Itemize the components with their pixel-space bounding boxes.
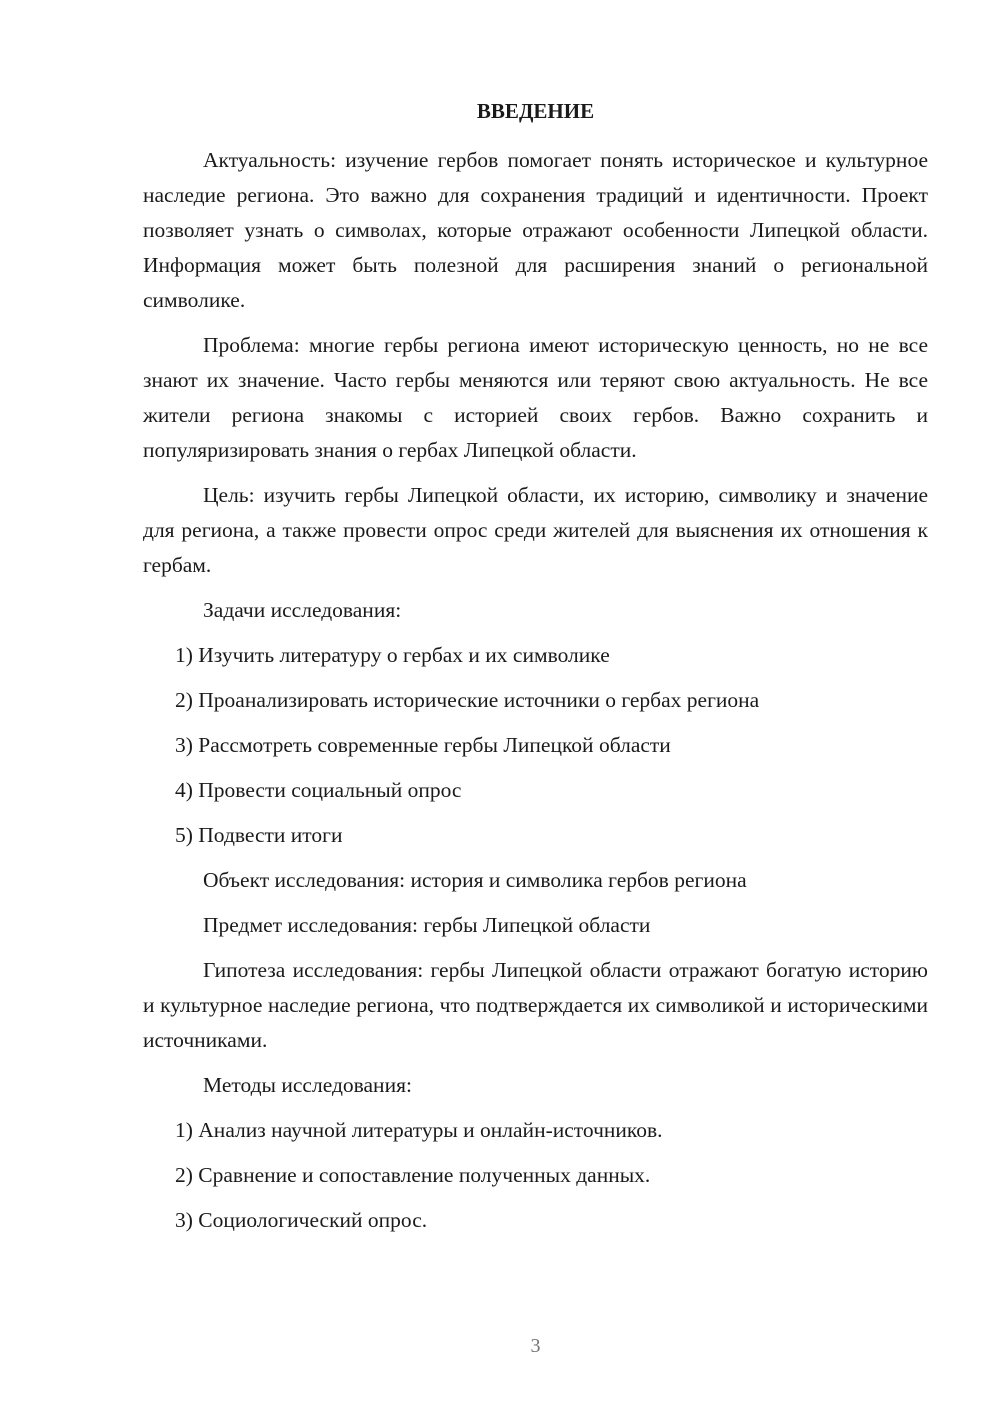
page-title: ВВЕДЕНИЕ	[476, 99, 595, 123]
task-item-5: 5) Подвести итоги	[175, 823, 343, 847]
method-item-2: 2) Сравнение и сопоставление полученных данных.	[175, 1163, 651, 1187]
task-item-2: 2) Проанализировать исторические источники о гербах региона	[175, 688, 760, 712]
task-item-4: 4) Провести социальный опрос	[175, 778, 462, 802]
research-subject: Предмет исследования: гербы Липецкой области	[203, 913, 651, 937]
relevance-paragraph: Актуальность: изучение гербов помогает понять историческое и культурное наследие региона. Это важно для сохранения традиций и идентичности. Проект позволяет узнать о символах, которые отражают особенности Липецкой области. Информация может быть полезной для расширения знаний о региональной символике.	[143, 148, 928, 312]
document-page	[143, 0, 928, 1414]
page-number: 3	[530, 1335, 541, 1357]
research-object: Объект исследования: история и символика гербов региона	[203, 868, 747, 892]
problem-paragraph: Проблема: многие гербы региона имеют историческую ценность, но не все знают их значение. Часто гербы меняются или теряют свою актуальность. Не все жители региона знакомы с историей своих гербов. Важно сохранить и популяризировать знания о гербах Липецкой области.	[143, 333, 928, 462]
method-item-3: 3) Социологический опрос.	[175, 1208, 428, 1232]
hypothesis-paragraph: Гипотеза исследования: гербы Липецкой области отражают богатую историю и культурное наследие региона, что подтверждается их символикой и историческими источниками.	[143, 958, 928, 1052]
method-item-1: 1) Анализ научной литературы и онлайн-источников.	[175, 1118, 663, 1142]
task-item-3: 3) Рассмотреть современные гербы Липецкой области	[175, 733, 671, 757]
methods-heading: Методы исследования:	[203, 1073, 412, 1097]
tasks-heading: Задачи исследования:	[203, 598, 402, 622]
task-item-1: 1) Изучить литературу о гербах и их символике	[175, 643, 610, 667]
goal-paragraph: Цель: изучить гербы Липецкой области, их историю, символику и значение для региона, а также провести опрос среди жителей для выяснения их отношения к гербам.	[143, 483, 928, 577]
document-body	[143, 143, 928, 1248]
